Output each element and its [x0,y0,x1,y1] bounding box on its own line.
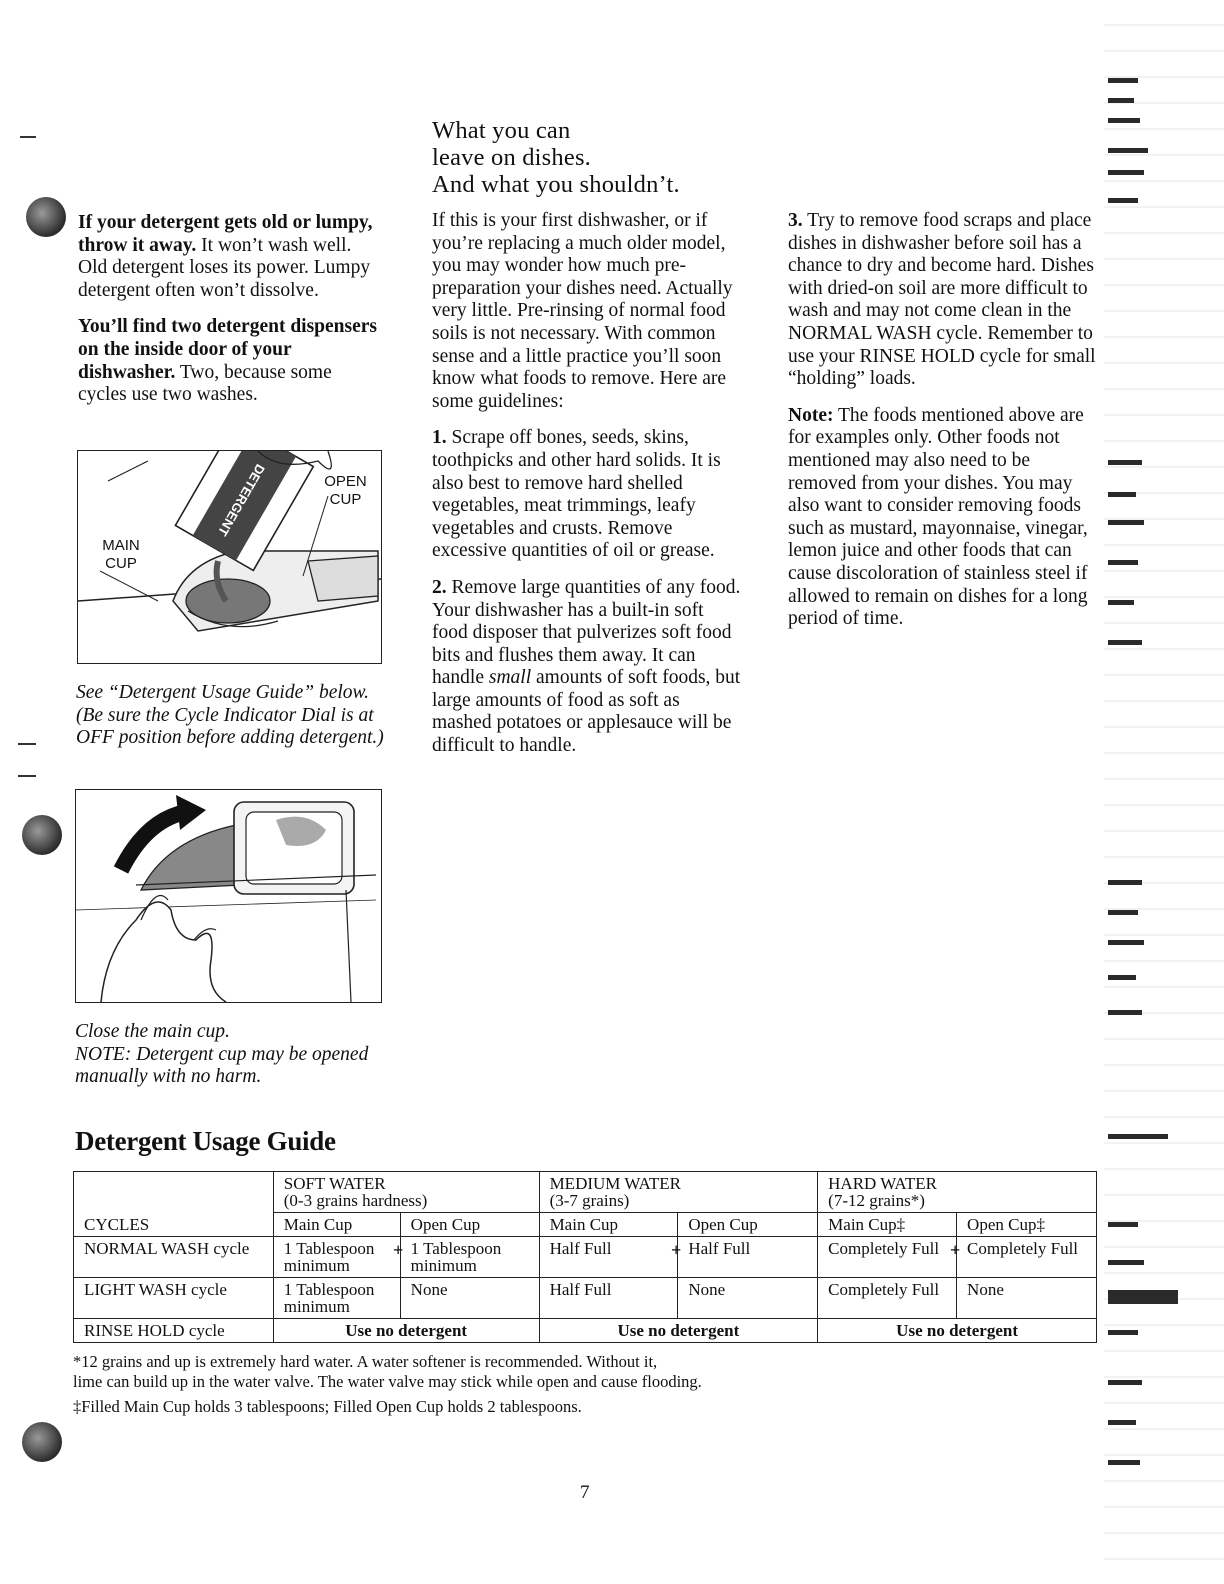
normal-soft-open: 1 Tablespoon minimum [400,1237,539,1278]
light-soft-main: 1 Tablespoon minimum [273,1278,400,1319]
rinse-soft: Use no detergent [273,1319,539,1343]
light-medium-main: Half Full [539,1278,678,1319]
intro-paragraph: If this is your first dishwasher, or if you’re replacing a much older model, you may wonder how much pre-preparation your dishes need. Actually very little. Pre-rinsing of normal food soils is not necessary. With common sense and a little practice you’ll soon know what foods to remove. Here are some guidelines: [432,210,733,412]
close-main-cup-illustration [75,789,382,1003]
medium-main-cup-header: Main Cup [539,1213,678,1237]
detergent-usage-table [73,1171,1097,1343]
rinse-hard: Use no detergent [818,1319,1097,1343]
light-hard-open: None [957,1278,1097,1319]
footnote-hard-water-2: lime can build up in the water valve. The water valve may stick while open and cause flooding. [73,1371,702,1391]
margin-mark [18,743,36,745]
close-main-cup-text: Close the main cup. [75,1021,230,1042]
margin-mark [20,136,36,138]
note-label: Note: [788,404,834,426]
dispensers-text: Two, because some cycles use two washes. [78,361,332,406]
figure1-caption: See “Detergent Usage Guide” below. (Be sure the Cycle Indicator Dial is at OFF position before adding detergent.) [76,682,384,749]
table-row-rinse-hold [74,1319,1097,1343]
right-column [788,210,1103,645]
table-header-row-water [74,1172,1097,1213]
footnote-cup-capacity: ‡Filled Main Cup holds 3 tablespoons; Filled Open Cup holds 2 tablespoons. [73,1397,582,1416]
table-corner-cell [74,1172,274,1213]
guideline-2-text-b: amounts of soft foods, but large amounts of food as soft as mashed potatoes or applesauce will be difficult to handle. [432,667,741,757]
heading-line-1: What you can [432,117,571,144]
hard-main-cup-header: Main Cup‡ [818,1213,957,1237]
guideline-2-text-a: Remove large quantities of any food. Your dishwasher has a built-in soft food disposer that pulverizes soft food bits and flushes them away. It can handle [432,576,741,689]
medium-open-cup-header: Open Cup [678,1213,818,1237]
cycle-rinse-hold: RINSE HOLD cycle [74,1319,274,1343]
plus-sign-soft: + [393,1240,404,1260]
note-text: The foods mentioned above are for examples only. Other foods not mentioned may also need to be removed from your dishes. You may also want to consider removing foods such as mustard, mayonnaise, vinegar, lemon juice and other foods that can cause discoloration of stainless steel if allowed to remain on dishes for a long period of time. [788,404,1088,630]
normal-hard-main: Completely Full [818,1237,957,1278]
hand-closing-cup-icon [76,790,381,1002]
plus-sign-hard: + [950,1240,961,1260]
svg-text:DETERGENT: DETERGENT [214,461,268,539]
guideline-3-text: Try to remove food scraps and place dishes in dishwasher before soil has a chance to dry and become hard. Dishes with dried-on soil are more difficult to wash and may not come clean in the NORMAL WASH cycle. Remember to use your RINSE HOLD cycle for small “holding” loads. [788,210,1096,390]
dispensers-lead: You’ll find two detergent dispensers on the inside door of your dishwasher. [78,316,378,383]
table-row-normal-wash [74,1237,1097,1278]
table-row-light-wash [74,1278,1097,1319]
detergent-pouring-illustration [77,450,382,664]
guideline-3 [788,210,1103,391]
rinse-medium: Use no detergent [539,1319,818,1343]
dispensers-paragraph [78,316,378,406]
left-column [78,212,378,421]
plus-sign-medium: + [671,1240,682,1260]
cycles-header: CYCLES [74,1213,274,1237]
margin-mark [18,775,36,777]
footnote-hard-water-1: *12 grains and up is extremely hard water. A water softener is recommended. Without it, [73,1352,658,1371]
cycle-normal-wash: NORMAL WASH cycle [74,1237,274,1278]
open-cup-label: OPEN CUP [324,473,367,508]
table-header-row-cups [74,1213,1097,1237]
note-cup-text: NOTE: Detergent cup may be opened manually with no harm. [75,1043,369,1088]
medium-water-header: MEDIUM WATER (3-7 grains) [539,1172,818,1213]
normal-soft-main: 1 Tablespoon minimum [273,1237,400,1278]
soft-open-cup-header: Open Cup [400,1213,539,1237]
main-cup-label: MAIN CUP [102,537,140,572]
hard-water-header: HARD WATER (7-12 grains*) [818,1172,1097,1213]
page-number: 7 [580,1482,590,1503]
guideline-3-number: 3. [788,210,803,231]
cycle-light-wash: LIGHT WASH cycle [74,1278,274,1319]
light-soft-open: None [400,1278,539,1319]
normal-medium-main: Half Full [539,1237,678,1278]
normal-hard-open: Completely Full [957,1237,1097,1278]
soft-water-header: SOFT WATER (0-3 grains hardness) [273,1172,539,1213]
guideline-1-text: Scrape off bones, seeds, skins, toothpicks and other hard solids. It is also best to remove hard shelled vegetables, meat trimmings, leafy vegetables and crusts. Remove excessive quantities of oil or grease. [432,427,721,562]
guideline-2-emphasis: small [488,667,532,689]
hard-open-cup-header: Open Cup‡ [957,1213,1097,1237]
binder-hole-bottom [22,1422,62,1462]
section-heading [432,117,752,198]
light-hard-main: Completely Full [818,1278,957,1319]
middle-column [432,210,742,772]
detergent-old-paragraph [78,212,378,302]
footnotes [73,1352,1103,1417]
note-paragraph [788,405,1103,631]
heading-line-2: leave on dishes. [432,144,592,171]
scan-edge-strip [1104,0,1224,1584]
normal-medium-open: Half Full [678,1237,818,1278]
heading-line-3: And what you shouldn’t. [432,171,680,198]
guideline-2-number: 2. [432,576,447,598]
light-medium-open: None [678,1278,818,1319]
binder-hole-top [26,197,66,237]
detergent-old-lead: If your detergent gets old or lumpy, throw it away. [78,212,373,256]
figure2-caption [75,1021,395,1089]
guide-title: Detergent Usage Guide [75,1126,336,1156]
binder-hole-middle [22,815,62,855]
guideline-2 [432,577,742,758]
soft-main-cup-header: Main Cup [273,1213,400,1237]
guideline-1-number: 1. [432,427,447,449]
guideline-1 [432,427,742,563]
detergent-old-text: It won’t wash well. Old detergent loses its power. Lumpy detergent often won’t dissolve. [78,234,371,301]
